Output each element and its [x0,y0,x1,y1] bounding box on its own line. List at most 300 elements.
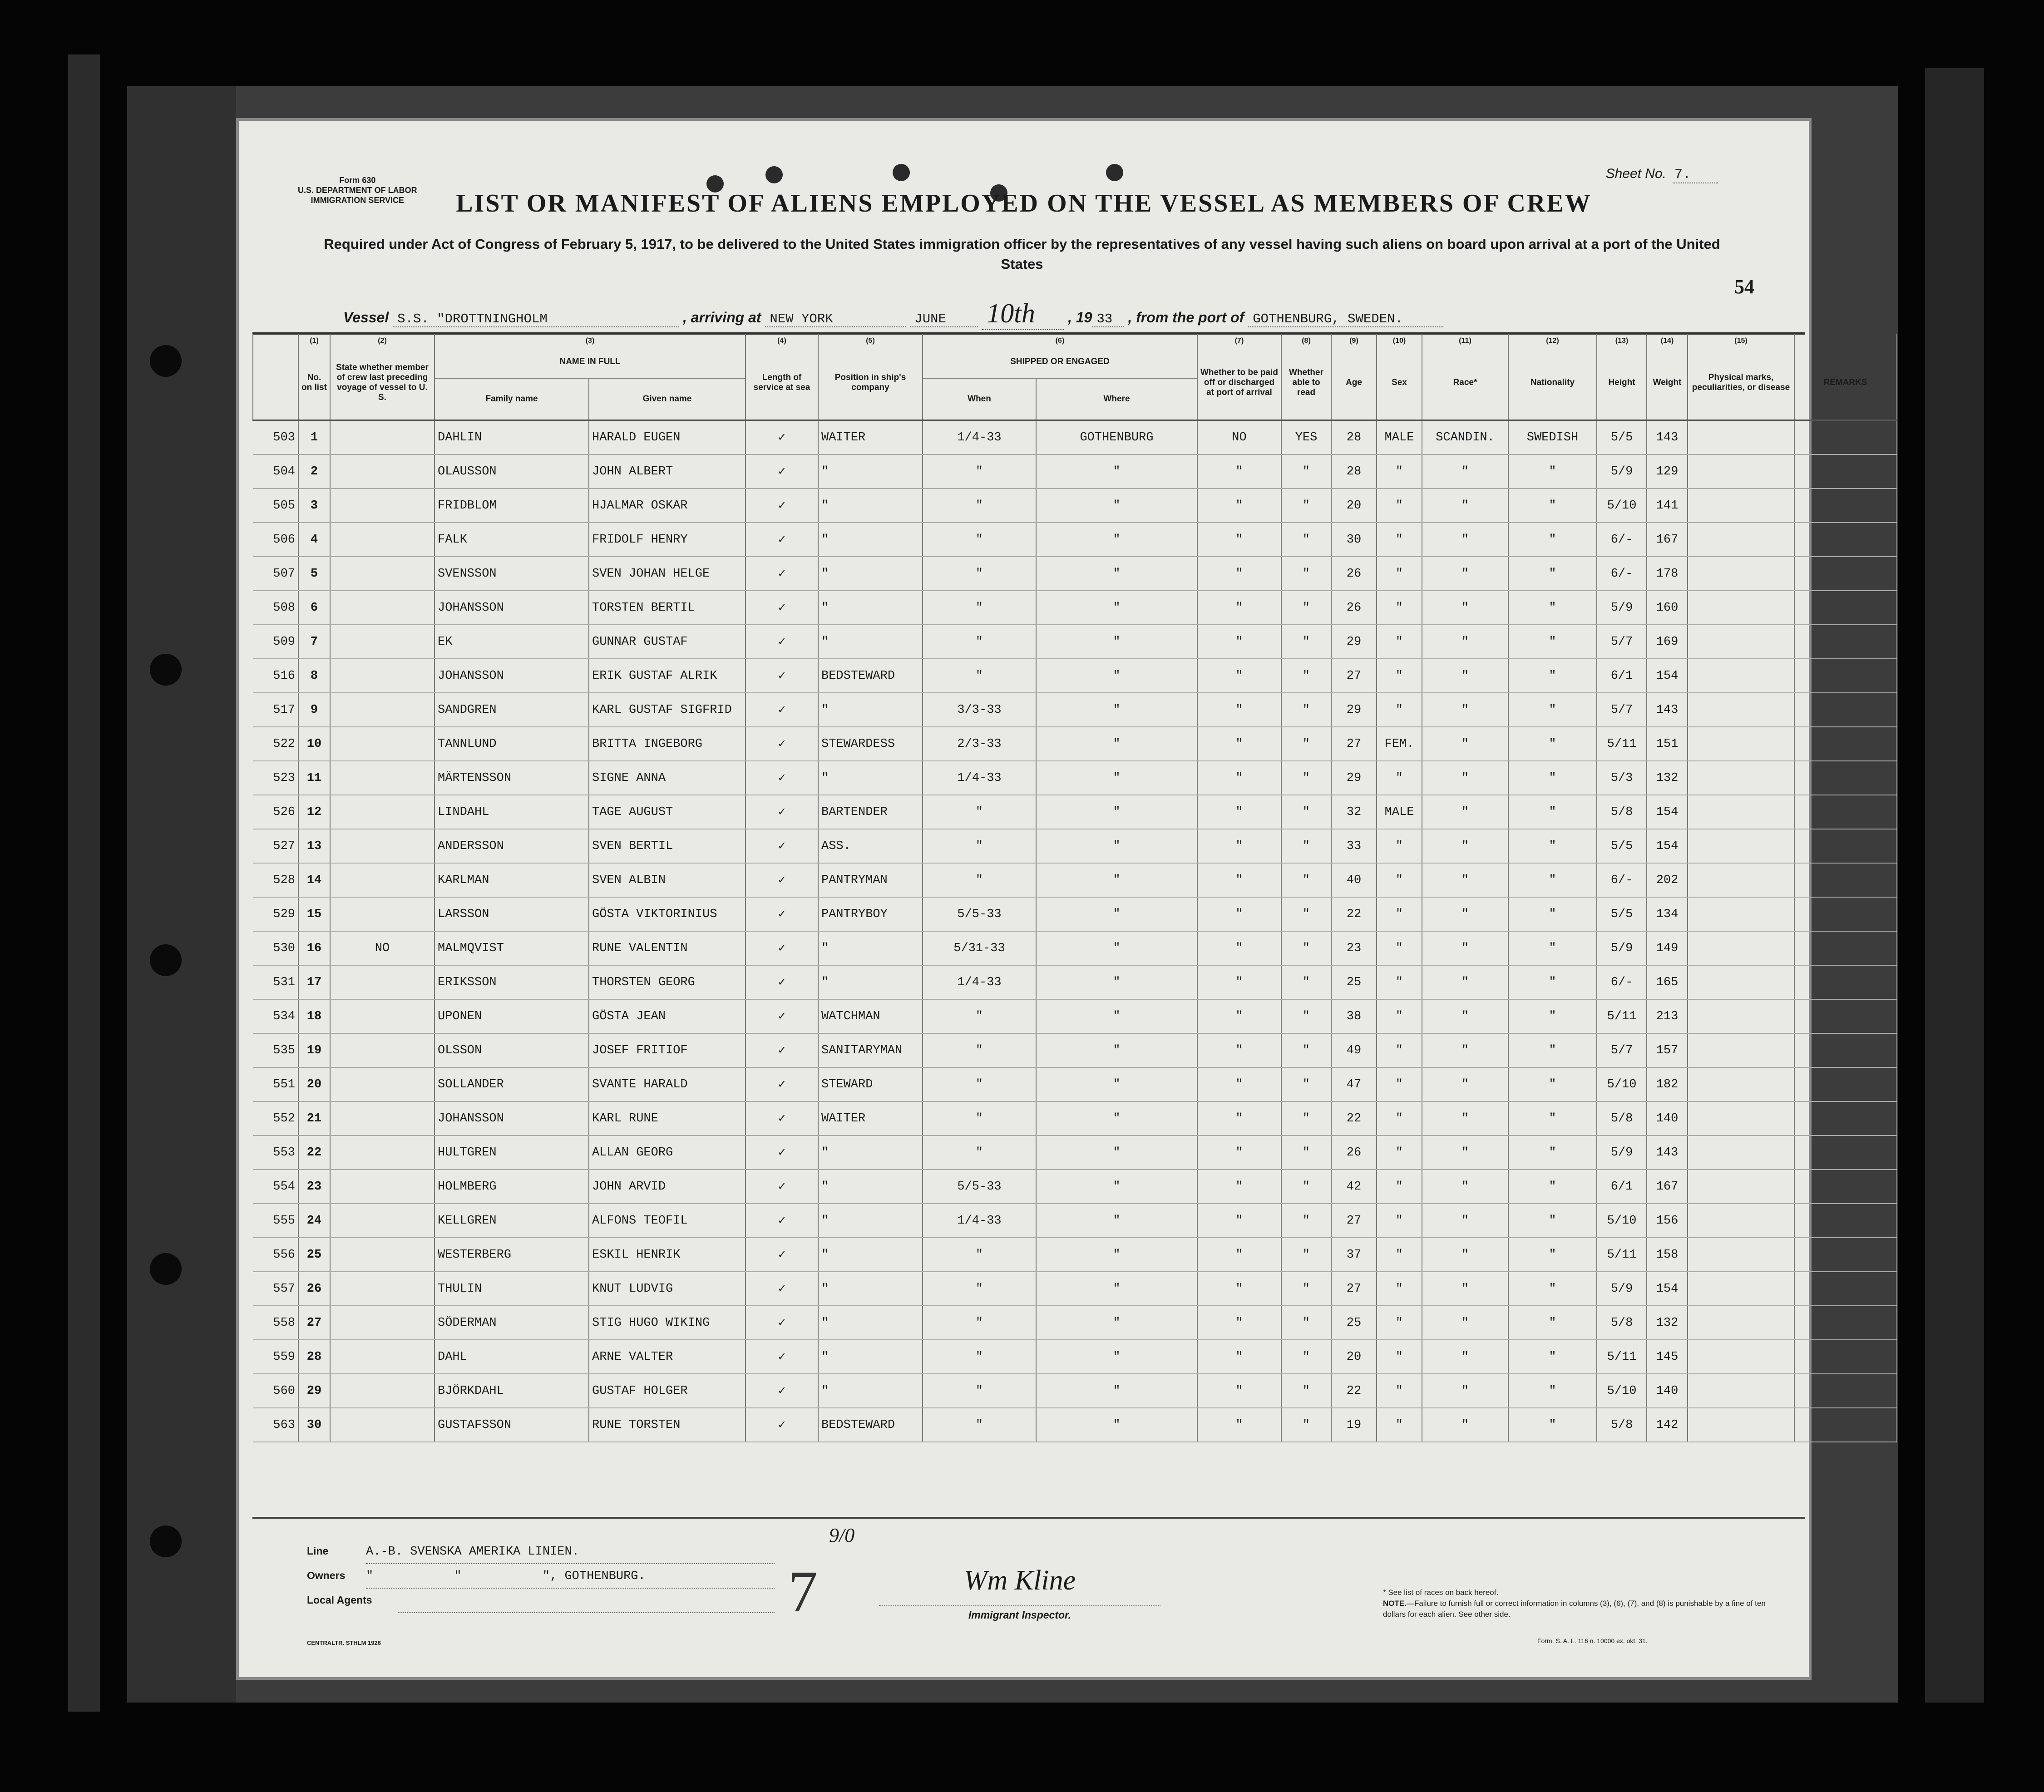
crew-sex: " [1377,1374,1422,1408]
crew-height: 5/9 [1597,1135,1647,1170]
col-header-no-on-list: No. on list [298,346,330,420]
crew-length-of-service: ✓ [746,1340,818,1374]
crew-position: " [818,1238,923,1272]
crew-ref-number: 552 [253,1101,298,1135]
crew-line-number: 11 [298,761,330,795]
crew-remarks [1794,1238,1896,1272]
crew-shipped-where: " [1036,897,1197,931]
table-row [253,591,1896,625]
crew-remarks [1794,523,1896,557]
crew-remarks [1794,1101,1896,1135]
col-header-paid-off: Whether to be paid off or discharged at port of arrival [1197,346,1281,420]
col-num-14: (14) [1647,334,1688,346]
crew-position: BEDSTEWARD [818,1408,923,1442]
crew-nationality: " [1508,1374,1597,1408]
binder-hole [150,944,182,976]
crew-able-to-read: " [1281,591,1331,625]
crew-able-to-read: " [1281,1272,1331,1306]
crew-race: " [1422,1408,1508,1442]
crew-family-name: MÄRTENSSON [434,761,589,795]
crew-length-of-service: ✓ [746,1238,818,1272]
crew-shipped-when: 1/4-33 [923,965,1036,999]
form-label: Form 630 U.S. DEPARTMENT OF LABOR IMMIGRATION SERVICE [298,176,417,205]
crew-family-name: SANDGREN [434,693,589,727]
crew-remarks [1794,454,1896,489]
crew-shipped-when: " [923,1408,1036,1442]
crew-age: 49 [1331,1033,1377,1067]
crew-able-to-read: " [1281,625,1331,659]
crew-family-name: SÖDERMAN [434,1306,589,1340]
crew-length-of-service: ✓ [746,1374,818,1408]
crew-age: 23 [1331,931,1377,965]
crew-able-to-read: " [1281,1033,1331,1067]
crew-nationality: " [1508,693,1597,727]
col-num-remarks [1794,334,1896,346]
crew-remarks [1794,897,1896,931]
crew-sex: " [1377,557,1422,591]
crew-given-name: ERIK GUSTAF ALRIK [589,659,746,693]
crew-sex: " [1377,1067,1422,1101]
table-row [253,1272,1896,1306]
crew-family-name: JOHANSSON [434,591,589,625]
crew-shipped-when: " [923,1033,1036,1067]
crew-shipped-where: " [1036,1238,1197,1272]
crew-sex: " [1377,523,1422,557]
crew-length-of-service: ✓ [746,931,818,965]
crew-nationality: " [1508,1204,1597,1238]
departure-port: GOTHENBURG, SWEDEN. [1248,311,1443,327]
crew-race: " [1422,1170,1508,1204]
crew-prior-voyage [330,829,434,863]
crew-height: 6/- [1597,557,1647,591]
crew-remarks [1794,1170,1896,1204]
crew-shipped-when: 5/31-33 [923,931,1036,965]
crew-position: SANITARYMAN [818,1033,923,1067]
crew-able-to-read: " [1281,863,1331,897]
crew-family-name: FRIDBLOM [434,489,589,523]
crew-ref-number: 530 [253,931,298,965]
crew-ref-number: 503 [253,420,298,455]
crew-length-of-service: ✓ [746,693,818,727]
crew-family-name: THULIN [434,1272,589,1306]
crew-prior-voyage [330,897,434,931]
crew-height: 6/1 [1597,659,1647,693]
crew-length-of-service: ✓ [746,999,818,1033]
crew-shipped-where: " [1036,1306,1197,1340]
crew-sex: " [1377,1340,1422,1374]
binder-strip [127,86,236,1703]
crew-shipped-when: 3/3-33 [923,693,1036,727]
crew-paid-off: " [1197,454,1281,489]
crew-given-name: SVEN BERTIL [589,829,746,863]
crew-family-name: BJÖRKDAHL [434,1374,589,1408]
crew-sex: " [1377,1170,1422,1204]
crew-family-name: JOHANSSON [434,1101,589,1135]
table-row [253,1101,1896,1135]
crew-position: STEWARDESS [818,727,923,761]
crew-shipped-when: " [923,999,1036,1033]
crew-remarks [1794,557,1896,591]
punch-hole [1106,164,1123,181]
crew-position: " [818,625,923,659]
crew-shipped-when: " [923,1272,1036,1306]
crew-family-name: WESTERBERG [434,1238,589,1272]
crew-sex: " [1377,625,1422,659]
crew-weight: 167 [1647,523,1688,557]
crew-line-number: 29 [298,1374,330,1408]
crew-prior-voyage [330,761,434,795]
crew-shipped-where: " [1036,1135,1197,1170]
crew-physical-marks [1688,761,1794,795]
crew-sex: " [1377,1272,1422,1306]
crew-shipped-where: " [1036,1340,1197,1374]
crew-nationality: " [1508,1101,1597,1135]
crew-paid-off: " [1197,523,1281,557]
crew-position: ASS. [818,829,923,863]
margin-mark: 7 [788,1559,818,1624]
crew-line-number: 18 [298,999,330,1033]
crew-given-name: SVANTE HARALD [589,1067,746,1101]
crew-prior-voyage [330,1340,434,1374]
crew-ref-number: 507 [253,557,298,591]
crew-paid-off: " [1197,1306,1281,1340]
crew-physical-marks [1688,420,1794,455]
crew-shipped-where: " [1036,965,1197,999]
crew-ref-number: 534 [253,999,298,1033]
crew-sex: " [1377,1101,1422,1135]
crew-family-name: JOHANSSON [434,659,589,693]
crew-height: 6/1 [1597,1170,1647,1204]
crew-age: 28 [1331,420,1377,455]
crew-length-of-service: ✓ [746,761,818,795]
crew-length-of-service: ✓ [746,1272,818,1306]
col-num-15: (15) [1688,334,1794,346]
crew-prior-voyage [330,591,434,625]
col-num-2: (2) [330,334,434,346]
crew-weight: 158 [1647,1238,1688,1272]
film-edge-left [68,54,100,1712]
crew-given-name: JOSEF FRITIOF [589,1033,746,1067]
crew-ref-number: 558 [253,1306,298,1340]
crew-paid-off: " [1197,999,1281,1033]
col-num-13: (13) [1597,334,1647,346]
crew-paid-off: " [1197,1204,1281,1238]
crew-age: 32 [1331,795,1377,829]
crew-race: " [1422,523,1508,557]
crew-prior-voyage [330,693,434,727]
crew-shipped-where: " [1036,1272,1197,1306]
margin-note: 9/0 [829,1524,855,1546]
crew-shipped-when: " [923,1135,1036,1170]
crew-length-of-service: ✓ [746,1135,818,1170]
crew-family-name: GUSTAFSSON [434,1408,589,1442]
crew-age: 37 [1331,1238,1377,1272]
crew-shipped-when: 1/4-33 [923,761,1036,795]
crew-race: " [1422,931,1508,965]
crew-race: " [1422,863,1508,897]
crew-race: " [1422,999,1508,1033]
crew-paid-off: " [1197,829,1281,863]
crew-given-name: KARL RUNE [589,1101,746,1135]
manifest-sheet [236,118,1867,1680]
crew-weight: 160 [1647,591,1688,625]
crew-length-of-service: ✓ [746,591,818,625]
crew-prior-voyage [330,625,434,659]
crew-able-to-read: " [1281,523,1331,557]
crew-family-name: HOLMBERG [434,1170,589,1204]
crew-prior-voyage [330,1238,434,1272]
col-num-3: (3) [434,334,746,346]
crew-paid-off: " [1197,693,1281,727]
crew-given-name: JOHN ALBERT [589,454,746,489]
crew-nationality: " [1508,523,1597,557]
crew-prior-voyage [330,795,434,829]
crew-family-name: LINDAHL [434,795,589,829]
crew-position: WATCHMAN [818,999,923,1033]
crew-shipped-when: " [923,557,1036,591]
crew-given-name: SIGNE ANNA [589,761,746,795]
crew-family-name: EK [434,625,589,659]
crew-ref-number: 516 [253,659,298,693]
crew-physical-marks [1688,454,1794,489]
crew-race: " [1422,591,1508,625]
crew-physical-marks [1688,1374,1794,1408]
crew-line-number: 7 [298,625,330,659]
crew-shipped-when: " [923,1067,1036,1101]
crew-ref-number: 535 [253,1033,298,1067]
crew-height: 5/7 [1597,1033,1647,1067]
crew-sex: " [1377,1204,1422,1238]
col-num-7: (7) [1197,334,1281,346]
crew-shipped-when: " [923,454,1036,489]
table-row [253,557,1896,591]
crew-age: 40 [1331,863,1377,897]
crew-prior-voyage [330,1306,434,1340]
crew-position: " [818,1272,923,1306]
crew-sex: " [1377,931,1422,965]
crew-position: WAITER [818,1101,923,1135]
crew-weight: 154 [1647,829,1688,863]
crew-sex: FEM. [1377,727,1422,761]
crew-paid-off: " [1197,591,1281,625]
crew-weight: 140 [1647,1374,1688,1408]
crew-nationality: " [1508,965,1597,999]
from-label: , from the port of [1128,309,1244,326]
crew-line-number: 2 [298,454,330,489]
col-num-10: (10) [1377,334,1422,346]
crew-given-name: GUNNAR GUSTAF [589,625,746,659]
page-number: 54 [1734,276,1754,298]
crew-age: 47 [1331,1067,1377,1101]
crew-age: 26 [1331,1135,1377,1170]
crew-paid-off: " [1197,1238,1281,1272]
owners-value: " " ", GOTHENBURG. [366,1565,775,1589]
crew-nationality: SWEDISH [1508,420,1597,455]
crew-ref-number: 528 [253,863,298,897]
crew-shipped-when: " [923,795,1036,829]
crew-age: 19 [1331,1408,1377,1442]
crew-shipped-when: " [923,863,1036,897]
races-note: * See list of races on back hereof. [1383,1588,1499,1597]
crew-remarks [1794,591,1896,625]
crew-line-number: 8 [298,659,330,693]
crew-given-name: SVEN ALBIN [589,863,746,897]
crew-line-number: 27 [298,1306,330,1340]
inspector-signature-block [879,1565,1160,1621]
crew-position: WAITER [818,420,923,455]
crew-shipped-when: " [923,1306,1036,1340]
crew-able-to-read: " [1281,1340,1331,1374]
crew-sex: " [1377,1408,1422,1442]
crew-ref-number: 517 [253,693,298,727]
crew-race: " [1422,1340,1508,1374]
crew-weight: 132 [1647,1306,1688,1340]
table-row [253,931,1896,965]
crew-paid-off: " [1197,489,1281,523]
col-ref [253,334,298,346]
crew-given-name: GÖSTA JEAN [589,999,746,1033]
crew-ref-number: 509 [253,625,298,659]
crew-paid-off: " [1197,761,1281,795]
crew-weight: 149 [1647,931,1688,965]
crew-ref-number: 563 [253,1408,298,1442]
crew-race: " [1422,1033,1508,1067]
column-number-row [253,334,1896,346]
col-header-ref [253,346,298,420]
crew-height: 5/11 [1597,1238,1647,1272]
crew-physical-marks [1688,965,1794,999]
crew-paid-off: " [1197,1067,1281,1101]
table-bottom-rule [252,1517,1805,1519]
crew-paid-off: " [1197,1033,1281,1067]
crew-physical-marks [1688,625,1794,659]
crew-length-of-service: ✓ [746,625,818,659]
col-header-weight: Weight [1647,346,1688,420]
crew-position: " [818,1135,923,1170]
crew-weight: 132 [1647,761,1688,795]
crew-nationality: " [1508,659,1597,693]
col-header-height: Height [1597,346,1647,420]
crew-able-to-read: " [1281,1101,1331,1135]
crew-remarks [1794,625,1896,659]
col-num-5: (5) [818,334,923,346]
crew-race: " [1422,829,1508,863]
crew-line-number: 21 [298,1101,330,1135]
crew-paid-off: " [1197,931,1281,965]
crew-length-of-service: ✓ [746,727,818,761]
page-subtitle: Required under Act of Congress of February 5, 1917, to be delivered to the United States immigration officer by the representatives of any vessel having such aliens on board upon arrival at a port of the United States [324,236,1720,272]
crew-height: 5/3 [1597,761,1647,795]
table-row [253,454,1896,489]
crew-remarks [1794,999,1896,1033]
sheet-number-label: Sheet No. [1605,166,1666,181]
crew-family-name: ERIKSSON [434,965,589,999]
crew-weight: 134 [1647,897,1688,931]
crew-rows [253,420,1896,1442]
crew-age: 22 [1331,897,1377,931]
crew-age: 25 [1331,965,1377,999]
printer-mark: CENTRALTR. STHLM 1926 [307,1639,381,1646]
crew-ref-number: 527 [253,829,298,863]
crew-sex: " [1377,591,1422,625]
crew-weight: 154 [1647,1272,1688,1306]
crew-prior-voyage [330,489,434,523]
crew-nationality: " [1508,761,1597,795]
vessel-line [343,298,1705,330]
crew-remarks [1794,1033,1896,1067]
crew-able-to-read: " [1281,1408,1331,1442]
crew-ref-number: 529 [253,897,298,931]
binder-hole [150,654,182,686]
crew-paid-off: " [1197,1170,1281,1204]
crew-height: 5/11 [1597,1340,1647,1374]
crew-physical-marks [1688,897,1794,931]
arrival-day: 10th [982,298,1064,330]
crew-family-name: DAHL [434,1340,589,1374]
crew-paid-off: " [1197,1374,1281,1408]
crew-remarks [1794,1306,1896,1340]
crew-able-to-read: " [1281,1374,1331,1408]
crew-length-of-service: ✓ [746,897,818,931]
crew-ref-number: 556 [253,1238,298,1272]
table-row [253,1204,1896,1238]
crew-family-name: MALMQVIST [434,931,589,965]
crew-height: 5/10 [1597,1374,1647,1408]
col-header-family-name: Family name [434,378,589,420]
owners-label: Owners [307,1570,346,1581]
crew-given-name: ARNE VALTER [589,1340,746,1374]
table-row [253,897,1896,931]
crew-age: 29 [1331,693,1377,727]
crew-nationality: " [1508,591,1597,625]
crew-length-of-service: ✓ [746,454,818,489]
crew-length-of-service: ✓ [746,863,818,897]
crew-shipped-where: " [1036,1170,1197,1204]
crew-height: 5/8 [1597,1408,1647,1442]
crew-age: 29 [1331,761,1377,795]
crew-weight: 129 [1647,454,1688,489]
crew-weight: 213 [1647,999,1688,1033]
crew-able-to-read: " [1281,1067,1331,1101]
col-header-length-of-service: Length of service at sea [746,346,818,420]
col-header-physical-marks: Physical marks, peculiarities, or disease [1688,346,1794,420]
crew-family-name: OLSSON [434,1033,589,1067]
crew-physical-marks [1688,1101,1794,1135]
crew-physical-marks [1688,1238,1794,1272]
table-row [253,727,1896,761]
crew-given-name: JOHN ARVID [589,1170,746,1204]
crew-able-to-read: " [1281,659,1331,693]
crew-position: " [818,454,923,489]
col-header-name-in-full: NAME IN FULL [434,346,746,378]
crew-position: BARTENDER [818,795,923,829]
table-row [253,1135,1896,1170]
crew-physical-marks [1688,1204,1794,1238]
crew-nationality: " [1508,897,1597,931]
crew-shipped-when: 5/5-33 [923,1170,1036,1204]
crew-remarks [1794,1408,1896,1442]
penalty-note [1383,1598,1773,1620]
crew-physical-marks [1688,1067,1794,1101]
crew-nationality: " [1508,727,1597,761]
crew-family-name: KELLGREN [434,1204,589,1238]
crew-nationality: " [1508,625,1597,659]
crew-shipped-when: " [923,659,1036,693]
crew-length-of-service: ✓ [746,1306,818,1340]
crew-ref-number: 557 [253,1272,298,1306]
crew-sex: " [1377,454,1422,489]
crew-ref-number: 531 [253,965,298,999]
